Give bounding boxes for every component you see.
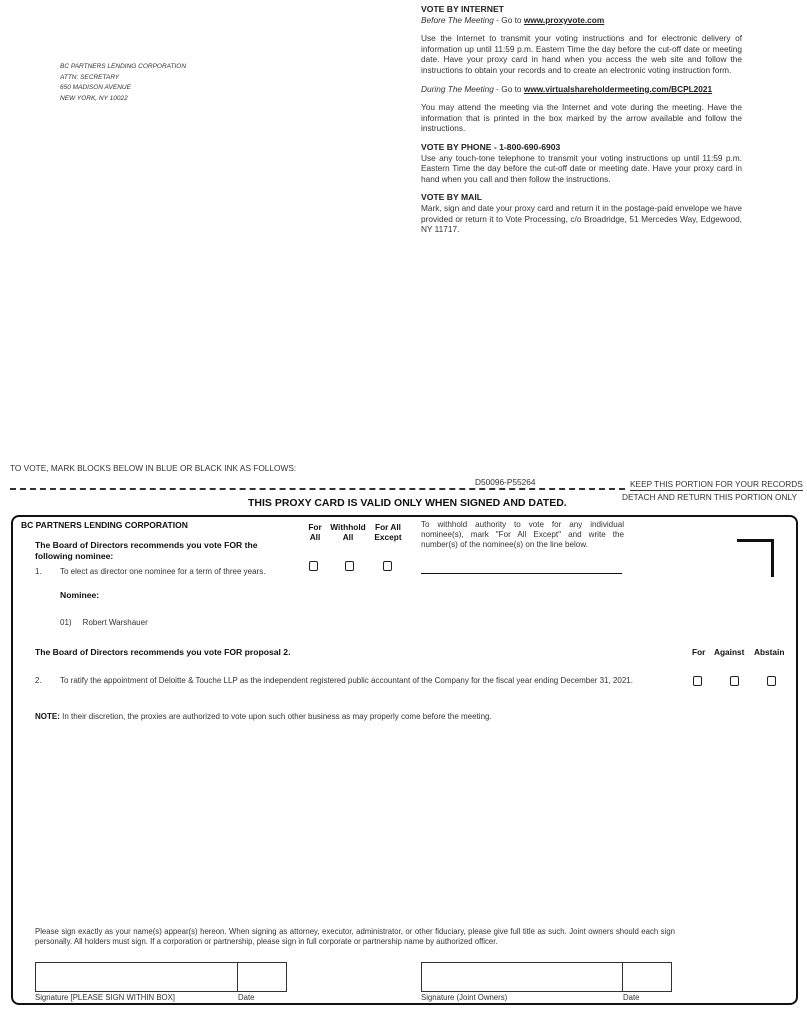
address-line: BC PARTNERS LENDING CORPORATION xyxy=(60,63,187,70)
detach-portion-label: DETACH AND RETURN THIS PORTION ONLY xyxy=(622,492,798,502)
joint-signature-box[interactable] xyxy=(421,962,623,992)
date-label: Date xyxy=(238,993,255,1002)
mailing-address xyxy=(60,62,186,104)
withhold-instructions: To withhold authority to vote for any individual nominee(s), mark "For All Except" and write the number(s) of the nominee(s) on the line below. xyxy=(421,520,624,549)
signing-instructions: Please sign exactly as your name(s) appear(s) hereon. When signing as attorney, executor, administrator, or other fiduciary, please give full title as such. Joint owners should each sign personally. All holders must sign. If a corporation or partnership, please sign in full corporate or partnership name by authorized officer. xyxy=(35,927,675,947)
joint-date-box[interactable] xyxy=(623,962,672,992)
vote-phone-heading: VOTE BY PHONE - 1-800-690-6903 xyxy=(421,141,561,152)
board-recommendation-2: The Board of Directors recommends you vote FOR proposal 2. xyxy=(35,647,291,657)
proposal2-for-checkbox[interactable] xyxy=(693,676,702,686)
note xyxy=(35,712,492,721)
col-withhold-line2: All xyxy=(342,532,354,542)
keep-portion-label: KEEP THIS PORTION FOR YOUR RECORDS xyxy=(630,479,803,489)
item2-text: To ratify the appointment of Deloitte & Touche LLP as the independent registered public accountant of the Company for the fiscal year ending December 31, 2021. xyxy=(60,676,633,685)
phone-instructions: Use any touch-tone telephone to transmit your voting instructions up until 11:59 p.m. Eastern Time the day before the cut-off date or meeting date. Have your proxy card in hand when you call and then follow the instructions. xyxy=(421,152,742,184)
col-for-all-except xyxy=(368,522,408,542)
card-company-name: BC PARTNERS LENDING CORPORATION xyxy=(21,520,188,530)
col-abstain: Abstain xyxy=(754,647,785,657)
voting-methods xyxy=(421,4,742,235)
proposal2-abstain-checkbox[interactable] xyxy=(767,676,776,686)
board-recommendation-1: The Board of Directors recommends you vote FOR the following nominee: xyxy=(35,540,258,561)
proposal2-against-checkbox[interactable] xyxy=(730,676,739,686)
col-except-line1: For All xyxy=(375,522,401,532)
item1-number: 1. xyxy=(35,567,42,576)
signature-label: Signature [PLEASE SIGN WITHIN BOX] xyxy=(35,993,175,1002)
date-box[interactable] xyxy=(238,962,287,992)
col-for-all-line2: All xyxy=(309,532,321,542)
col-for: For xyxy=(692,647,706,657)
item1-text: To elect as director one nominee for a term of three years. xyxy=(60,567,266,576)
col-against: Against xyxy=(714,647,745,657)
address-line: ATTN: SECRETARY xyxy=(60,73,120,81)
nominee-1: 01) Robert Warshauer xyxy=(60,618,148,627)
during-meeting-label: During The Meeting xyxy=(421,83,494,94)
goto-text: - Go to xyxy=(493,14,524,25)
col-except-line2: Except xyxy=(374,532,402,542)
marking-instructions: TO VOTE, MARK BLOCKS BELOW IN BLUE OR BLACK INK AS FOLLOWS: xyxy=(10,463,297,473)
internet-instructions: Use the Internet to transmit your voting instructions and for electronic delivery of information up until 11:59 p.m. Eastern Time the day before the cut-off date or meeting date. Have your proxy card in hand when you access the web site and follow the instructions to obtain your records and to create an electronic voting instruction form. xyxy=(421,33,742,75)
for-all-checkbox[interactable] xyxy=(309,561,318,571)
nominee-exception-line[interactable] xyxy=(421,573,622,574)
goto-text: - Go to xyxy=(493,83,524,94)
item2-number: 2. xyxy=(35,676,42,685)
before-meeting-line xyxy=(421,15,742,26)
during-meeting-line xyxy=(421,84,742,95)
for-all-except-checkbox[interactable] xyxy=(383,561,392,571)
nominee-heading: Nominee: xyxy=(60,590,100,600)
control-number: D50096-P55264 xyxy=(475,477,536,487)
virtual-meeting-link[interactable]: www.virtualshareholdermeeting.com/BCPL2021 xyxy=(523,83,713,94)
note-text: In their discretion, the proxies are authorized to vote upon such other business as may properly come before the meeting. xyxy=(59,712,492,721)
col-for-all-line1: For xyxy=(308,522,322,532)
note-label: NOTE: xyxy=(35,712,60,721)
address-line: 650 MADISON AVENUE xyxy=(60,84,131,91)
proxyvote-link[interactable]: www.proxyvote.com xyxy=(523,14,605,25)
signature-box[interactable] xyxy=(35,962,238,992)
valid-notice: THIS PROXY CARD IS VALID ONLY WHEN SIGNED AND DATED. xyxy=(248,497,567,509)
control-box-arrow-corner xyxy=(737,539,774,577)
detach-line xyxy=(10,488,625,490)
address-line: NEW YORK, NY 10022 xyxy=(60,94,128,102)
col-withhold-line1: Withhold xyxy=(330,522,366,532)
mail-instructions: Mark, sign and date your proxy card and return it in the postage-paid envelope we have provided or return it to Vote Processing, c/o Broadridge, 51 Mercedes Way, Edgewood, NY 11717. xyxy=(421,202,743,235)
joint-date-label: Date xyxy=(623,993,640,1002)
joint-signature-label: Signature (Joint Owners) xyxy=(421,993,508,1002)
before-meeting-label: Before The Meeting xyxy=(421,14,494,25)
vote-mail-heading: VOTE BY MAIL xyxy=(421,192,482,203)
withhold-all-checkbox[interactable] xyxy=(345,561,354,571)
vote-internet-heading: VOTE BY INTERNET xyxy=(421,4,504,14)
during-meeting-instructions: You may attend the meeting via the Internet and vote during the meeting. Have the information that is printed in the box marked by the arrow available and follow the instructions. xyxy=(421,102,742,134)
col-withhold-all xyxy=(326,522,370,542)
